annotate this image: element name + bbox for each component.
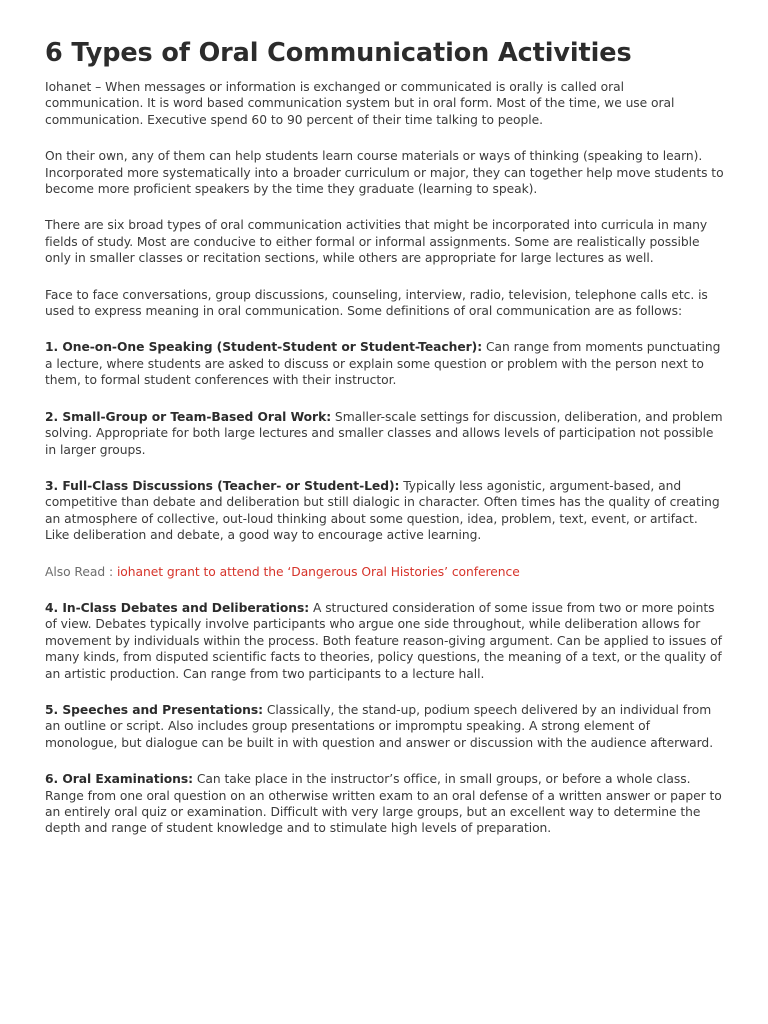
page-title: 6 Types of Oral Communication Activities	[45, 38, 632, 68]
list-item-2	[45, 409, 725, 458]
item-text: Can range from moments punctuating a lecture, where students are asked to discuss or explain some question or problem with the person next to them, to formal student conferences with their instructor.	[45, 340, 721, 388]
intro-paragraph-1: Iohanet – When messages or information is exchanged or communicated is orally is called oral communication. It is word based communication system but in oral form. Most of the time, we use oral communication. Executive spend 60 to 90 percent of their time talking to people.	[45, 80, 675, 127]
intro-paragraph-3: There are six broad types of oral communication activities that might be incorporated into curricula in many fields of study. Most are conducive to either formal or informal assignments. Some are realistically possible only in smaller classes or recitation sections, while others are appropriate for large lectures as well.	[45, 218, 708, 266]
item-text: Can take place in the instructor’s office, in small groups, or before a whole class. Range from one oral question on an otherwise written exam to an oral defense of a written answer or paper to an entirely oral quiz or examination. Difficult with very large groups, but an excellent way to determine the depth and range of student knowledge and to stimulate high levels of preparation.	[45, 772, 722, 836]
item-text: A structured consideration of some issue from two or more points of view. Debates typically involve participants who argue one side throughout, while deliberation allows for movement by individuals within the process. Both feature reason-giving argument. Can be applied to issues of many kinds, from disputed scientific facts to theories, policy questions, the meaning of a text, or the quality of an artistic production. Can range from two participants to a lecture hall.	[45, 600, 722, 681]
also-read-prefix: Also Read :	[45, 564, 117, 579]
item-text: Typically less agonistic, argument-based, and competitive than debate and deliberation but still dialogic in character. Often times has the quality of creating an atmosphere of collective, out-loud thinking about some question, idea, problem, text, event, or artifact. Like deliberation and debate, a good way to encourage active learning.	[45, 478, 720, 543]
item-title: 3. Full-Class Discussions (Teacher- or Student-Led):	[45, 478, 400, 493]
list-item-3	[45, 478, 725, 544]
intro-paragraph-2: On their own, any of them can help students learn course materials or ways of thinking (speaking to learn). Incorporated more systematically into a broader curriculum or major, they can together help move students to become more proficient speakers by the time they graduate (learning to speak).	[45, 149, 724, 197]
item-title: 4. In-Class Debates and Deliberations:	[45, 600, 310, 615]
item-title: 2. Small-Group or Team-Based Oral Work:	[45, 409, 332, 424]
also-read-link[interactable]: iohanet grant to attend the ‘Dangerous Oral Histories’ conference	[116, 564, 520, 579]
list-item-4	[45, 600, 725, 682]
item-text: Smaller-scale settings for discussion, deliberation, and problem solving. Appropriate for both large lectures and smaller classes and allows levels of participation not possible in larger groups.	[45, 409, 723, 457]
list-item-5	[45, 702, 725, 751]
list-item-1	[45, 339, 725, 388]
item-title: 1. One-on-One Speaking (Student-Student or Student-Teacher):	[45, 340, 483, 355]
item-text: Classically, the stand-up, podium speech delivered by an individual from an outline or script. Also includes group presentations or impromptu speaking. A strong element of monologue, but dialogue can be built in with question and answer or discussion with the audience afterward.	[45, 702, 714, 750]
also-read	[45, 564, 725, 580]
list-item-6	[45, 771, 725, 837]
item-title: 6. Oral Examinations:	[45, 772, 194, 787]
article	[45, 36, 725, 857]
item-title: 5. Speeches and Presentations:	[45, 702, 264, 717]
intro-paragraph-4: Face to face conversations, group discussions, counseling, interview, radio, television, telephone calls etc. is used to express meaning in oral communication. Some definitions of oral communication are as follows:	[45, 287, 708, 319]
